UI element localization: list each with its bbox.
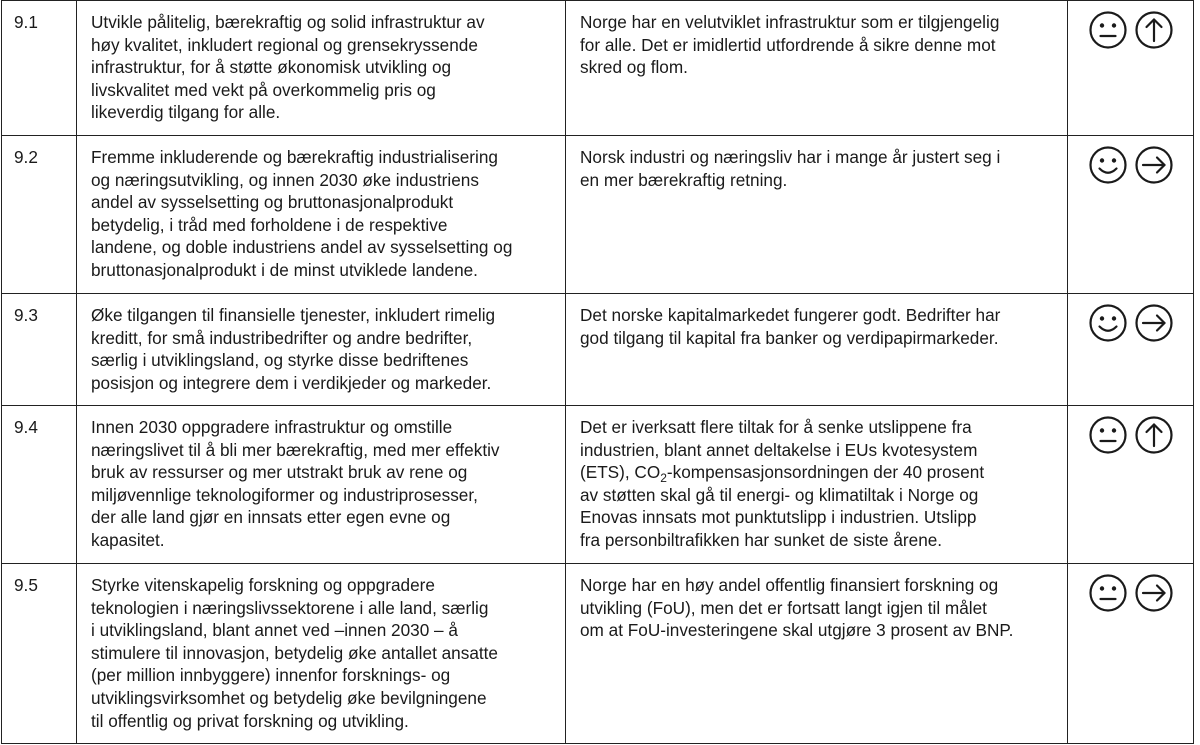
status-text-part: -kompensasjonsordningen der 40 prosent av støtten skal gå til energi- og klimatiltak i Norge og Enovas innsats mot punktutslipp i industrien. Utslipp fra personbiltrafikken har sunket de siste årene.: [580, 462, 985, 550]
table-row: [2, 1, 1194, 136]
targets-table: [1, 0, 1194, 744]
status-description: [566, 406, 1068, 564]
status-description: Norge har en høy andel offentlig finansiert forskning og utvikling (FoU), men det er fortsatt langt igjen til målet om at FoU-investeringene skal utgjøre 3 prosent av BNP.: [566, 564, 1068, 744]
arrow-right-icon: [1134, 145, 1174, 185]
arrow-up-icon: [1134, 415, 1174, 455]
status-description: Norsk industri og næringsliv har i mange år justert seg i en mer bærekraftig retning.: [566, 136, 1068, 294]
arrow-right-icon: [1134, 573, 1174, 613]
target-number: 9.2: [2, 136, 77, 294]
target-number: 9.3: [2, 294, 77, 406]
target-number: 9.5: [2, 564, 77, 744]
table-row: [2, 564, 1194, 744]
assessment-icons: [1068, 1, 1194, 136]
target-description: Styrke vitenskapelig forskning og oppgradere teknologien i næringslivssektorene i alle land, særlig i utviklingsland, blant annet ved –innen 2030 – å stimulere til innovasjon, betydelig øke antallet ansatte (per million innbyggere) innenfor forsknings- og utviklingsvirksomhet og betydelig øke bevilgningene til offentlig og privat forskning og utvikling.: [77, 564, 566, 744]
arrow-right-icon: [1134, 303, 1174, 343]
target-description: Øke tilgangen til finansielle tjenester, inkludert rimelig kreditt, for små industribedrifter og andre bedrifter, særlig i utviklingsland, og styrke disse bedriftenes posisjon og integrere dem i verdikjeder og markeder.: [77, 294, 566, 406]
target-number: 9.4: [2, 406, 77, 564]
assessment-icons: [1068, 136, 1194, 294]
target-description: Utvikle pålitelig, bærekraftig og solid infrastruktur av høy kvalitet, inkludert regional og grensekryssende infrastruktur, for å støtte økonomisk utvikling og livskvalitet med vekt på overkommelig pris og likeverdig tilgang for alle.: [77, 1, 566, 136]
target-description: Innen 2030 oppgradere infrastruktur og omstille næringslivet til å bli mer bærekraftig, med mer effektiv bruk av ressurser og mer utstrakt bruk av rene og miljøvennlige teknologiformer og industriprosesser, der alle land gjør en innsats etter egen evne og kapasitet.: [77, 406, 566, 564]
table-row: [2, 406, 1194, 564]
status-description: Det norske kapitalmarkedet fungerer godt. Bedrifter har god tilgang til kapital fra banker og verdipapirmarkeder.: [566, 294, 1068, 406]
target-number: 9.1: [2, 1, 77, 136]
assessment-icons: [1068, 406, 1194, 564]
arrow-up-icon: [1134, 10, 1174, 50]
table-row: [2, 136, 1194, 294]
subscript: 2: [660, 471, 667, 486]
table-row: [2, 294, 1194, 406]
assessment-icons: [1068, 564, 1194, 744]
neutral-face-icon: [1088, 415, 1128, 455]
smiley-face-icon: [1088, 303, 1128, 343]
status-text-part: Det er iverksatt flere tiltak for å senke utslippene fra industrien, blant annet deltakelse i EUs kvotesystem (ETS), CO: [580, 417, 978, 483]
assessment-icons: [1068, 294, 1194, 406]
neutral-face-icon: [1088, 573, 1128, 613]
neutral-face-icon: [1088, 10, 1128, 50]
smiley-face-icon: [1088, 145, 1128, 185]
target-description: Fremme inkluderende og bærekraftig industrialisering og næringsutvikling, og innen 2030 øke industriens andel av sysselsetting og bruttonasjonalprodukt betydelig, i tråd med forholdene i de respektive landene, og doble industriens andel av sysselsetting og bruttonasjonalprodukt i de minst utviklede landene.: [77, 136, 566, 294]
status-description: Norge har en velutviklet infrastruktur som er tilgjengelig for alle. Det er imidlertid utfordrende å sikre denne mot skred og flom.: [566, 1, 1068, 136]
